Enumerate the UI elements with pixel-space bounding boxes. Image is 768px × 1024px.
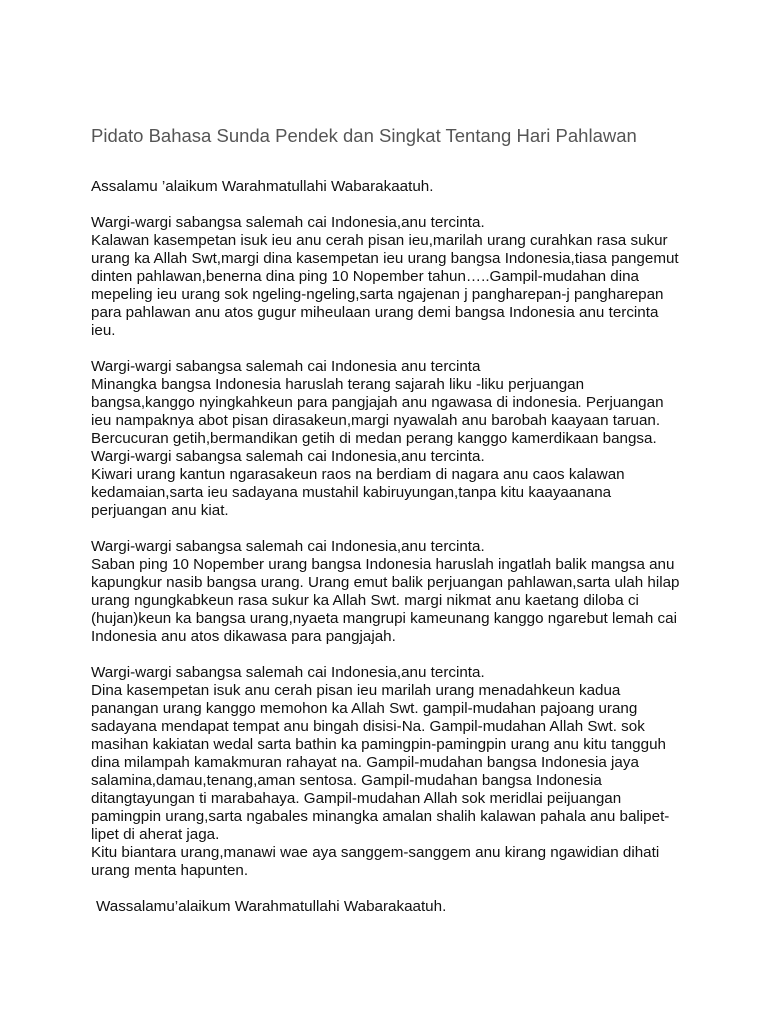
opening-line: Assalamu ’alaikum Warahmatullahi Wabarakaatuh. bbox=[91, 178, 434, 195]
paragraph-line: dinten pahlawan,benerna dina ping 10 Nopember tahun…..Gampil-mudahan dina bbox=[91, 268, 639, 285]
paragraph-line: Kalawan kasempetan isuk ieu anu cerah pisan ieu,marilah urang curahkan rasa sukur bbox=[91, 232, 668, 249]
paragraph-line: dina milampah kamakmuran rahayat na. Gampil-mudahan bangsa Indonesia jaya bbox=[91, 754, 639, 771]
paragraph-gap bbox=[91, 340, 680, 358]
paragraph-line: Minangka bangsa Indonesia haruslah terang sajarah liku -liku perjuangan bbox=[91, 376, 585, 393]
paragraph-line: Wargi-wargi sabangsa salemah cai Indonesia,anu tercinta. bbox=[91, 538, 485, 555]
paragraph-line: sadayana mendapat tempat anu bingah disisi-Na. Gampil-mudahan Allah Swt. sok bbox=[91, 718, 645, 735]
paragraph-4 bbox=[91, 664, 680, 880]
paragraph-gap bbox=[91, 646, 680, 664]
paragraph-1 bbox=[91, 214, 680, 340]
paragraph-line: Kitu biantara urang,manawi wae aya sanggem-sanggem anu kirang ngawidian dihati bbox=[91, 844, 660, 861]
paragraph-line: Wargi-wargi sabangsa salemah cai Indonesia anu tercinta bbox=[91, 358, 481, 375]
paragraph-line: panangan urang kanggo memohon ka Allah Swt. gampil-mudahan pajoang urang bbox=[91, 700, 638, 717]
closing-greeting bbox=[91, 898, 680, 916]
paragraph-line: salamina,damau,tenang,aman sentosa. Gampil-mudahan bangsa Indonesia bbox=[91, 772, 602, 789]
paragraph-line: bangsa,kanggo nyingkahkeun para pangjajah anu ngawasa di indonesia. Perjuangan bbox=[91, 394, 664, 411]
paragraph-gap bbox=[91, 196, 680, 214]
paragraph-2 bbox=[91, 358, 680, 520]
paragraph-line: Wargi-wargi sabangsa salemah cai Indonesia,anu tercinta. bbox=[91, 214, 485, 231]
paragraph-line: Bercucuran getih,bermandikan getih di medan perang kanggo kamerdikaan bangsa. bbox=[91, 430, 657, 447]
paragraph-line: Dina kasempetan isuk anu cerah pisan ieu marilah urang menadahkeun kadua bbox=[91, 682, 621, 699]
paragraph-line: (hujan)keun ka bangsa urang,nyaeta mangrupi kameunang kanggo ngarebut lemah cai bbox=[91, 610, 677, 627]
paragraph-line: pamingpin urang,sarta ngabales minangka amalan shalih kalawan pahala anu balipet- bbox=[91, 808, 670, 825]
paragraph-gap bbox=[91, 880, 680, 898]
paragraph-line: Wargi-wargi sabangsa salemah cai Indonesia,anu tercinta. bbox=[91, 664, 485, 681]
paragraph-gap bbox=[91, 520, 680, 538]
paragraph-line: urang ngungkabkeun rasa sukur ka Allah Swt. margi nikmat anu kaetang diloba ci bbox=[91, 592, 639, 609]
paragraph-line: Kiwari urang kantun ngarasakeun raos na berdiam di nagara anu caos kalawan bbox=[91, 466, 625, 483]
opening-greeting bbox=[91, 178, 680, 196]
paragraph-line: kedamaian,sarta ieu sadayana mustahil kabiruyungan,tanpa kitu kaayaanana bbox=[91, 484, 612, 501]
paragraph-line: mepeling ieu urang sok ngeling-ngeling,sarta ngajenan j pangharepan-j pangharepan bbox=[91, 286, 664, 303]
paragraph-line: ieu. bbox=[91, 322, 116, 339]
paragraph-line: Wargi-wargi sabangsa salemah cai Indonesia,anu tercinta. bbox=[91, 448, 485, 465]
paragraph-line: lipet di aherat jaga. bbox=[91, 826, 220, 843]
paragraph-line: ieu nampaknya abot pisan dirasakeun,margi nyawalah anu barobah kaayaan taruan. bbox=[91, 412, 661, 429]
paragraph-line: Saban ping 10 Nopember urang bangsa Indonesia haruslah ingatlah balik mangsa anu bbox=[91, 556, 675, 573]
paragraph-3 bbox=[91, 538, 680, 646]
paragraph-line: urang ka Allah Swt,margi dina kasempetan ieu urang bangsa Indonesia,tiasa pangemut bbox=[91, 250, 679, 267]
paragraph-line: para pahlawan anu atos gugur miheulaan urang demi bangsa Indonesia anu tercinta bbox=[91, 304, 659, 321]
document-title: Pidato Bahasa Sunda Pendek dan Singkat Tentang Hari Pahlawan bbox=[91, 125, 637, 146]
paragraph-line: kapungkur nasib bangsa urang. Urang emut balik perjuangan pahlawan,sarta ulah hilap bbox=[91, 574, 680, 591]
paragraph-line: urang menta hapunten. bbox=[91, 862, 249, 879]
paragraph-line: Indonesia anu atos dikawasa para pangjajah. bbox=[91, 628, 396, 645]
paragraph-line: ditangtayungan ti marabahaya. Gampil-mudahan Allah sok meridlai peijuangan bbox=[91, 790, 622, 807]
closing-line: Wassalamu’alaikum Warahmatullahi Wabarakaatuh. bbox=[96, 898, 447, 915]
paragraph-line: perjuangan anu kiat. bbox=[91, 502, 229, 519]
paragraph-line: masihan kakiatan wedal sarta bathin ka pamingpin-pamingpin urang anu kitu tangguh bbox=[91, 736, 666, 753]
